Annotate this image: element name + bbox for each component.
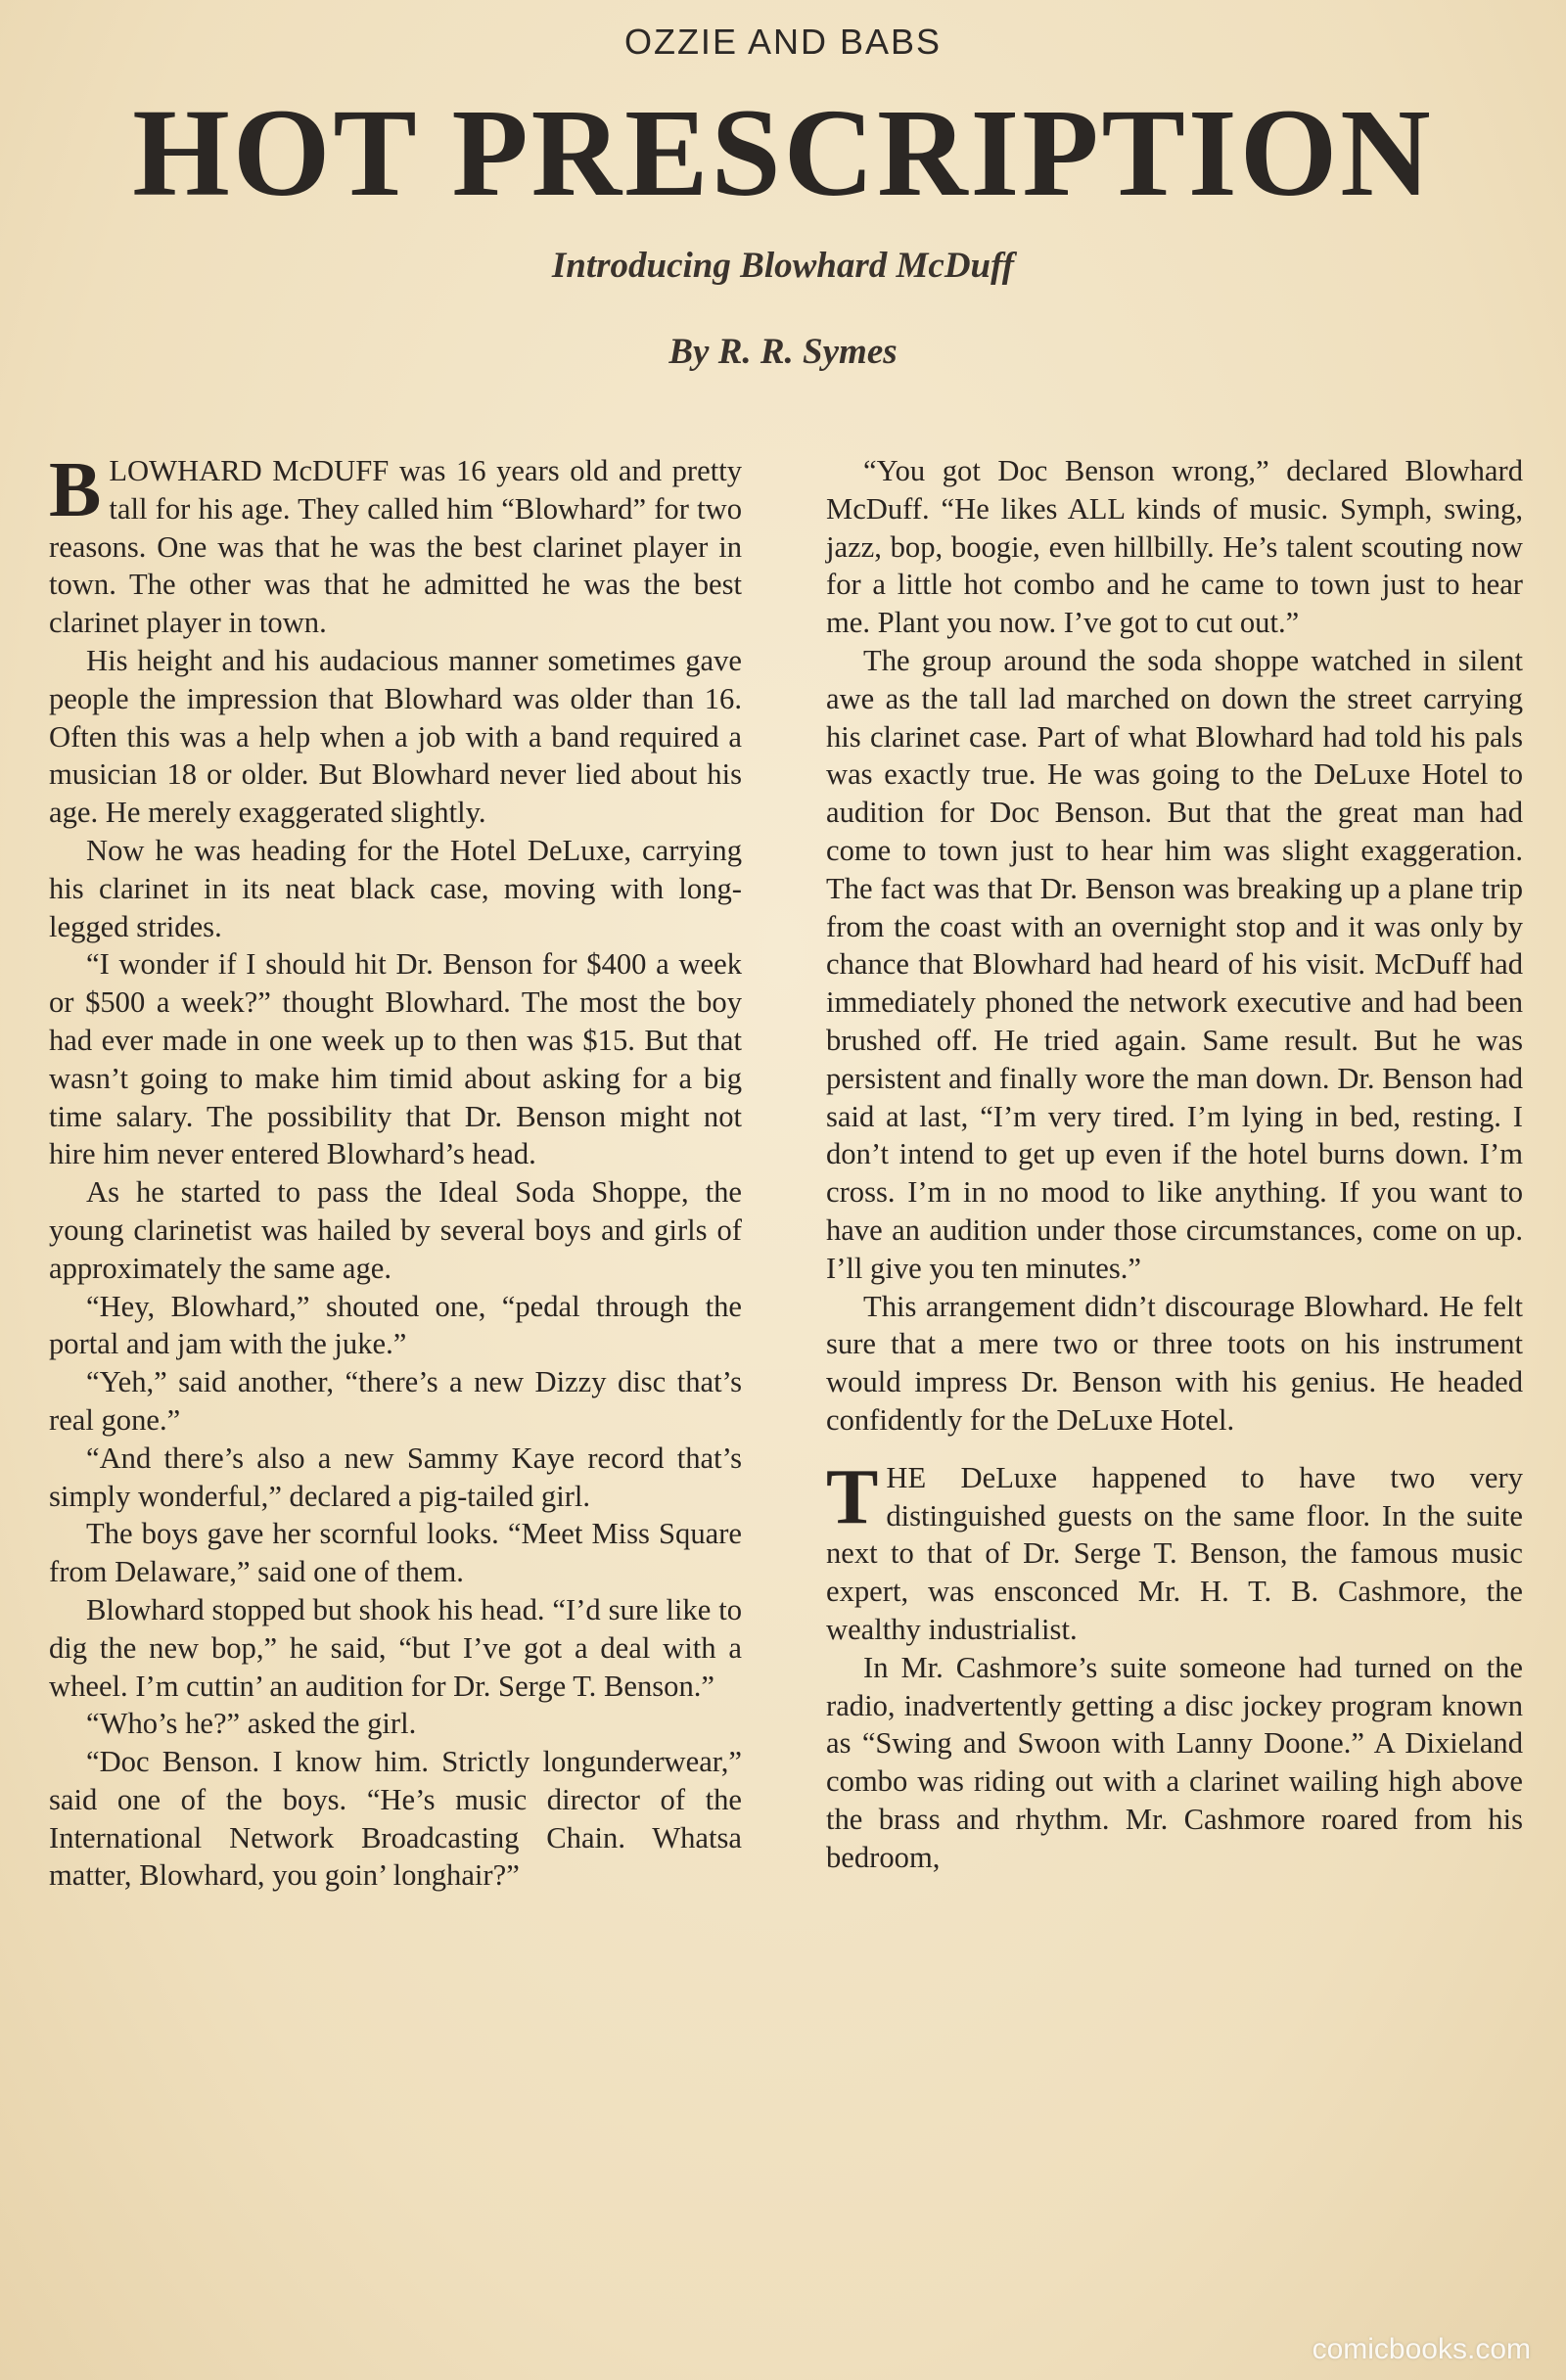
paragraph: Now he was heading for the Hotel DeLuxe, carrying his clarinet in its neat black case, moving with long-legged strides. [49,833,742,943]
site-watermark: comicbooks.com [1312,2333,1531,2365]
section-opening-paragraph [826,1453,1523,1649]
paragraph: The group around the soda shoppe watched in silent awe as the tall lad marched on down the street carrying his clarinet case. Part of what Blowhard had told his pals was exactly true. He was going to the DeLuxe Hotel to audition for Doc Benson. But that the great man had come to town just to hear him was slight exaggeration. The fact was that Dr. Benson was breaking up a plane trip from the coast with an overnight stop and it was only by chance that Blowhard had heard of his visit. McDuff had immediately phoned the network executive and had been brushed off. He tried again. Same result. But he was persistent and finally wore the man down. Dr. Benson had said at last, “I’m very tired. I’m lying in bed, resting. I don’t intend to get up even if the hotel burns down. I’m cross. I’m in no mood to like anything. If you want to have an audition under those circumstances, come on up. I’ll give you ten minutes.” [826,643,1523,1285]
paragraph: “Doc Benson. I know him. Strictly longunderwear,” said one of the boys. “He’s music director of the International Network Broadcasting Chain. Whatsa matter, Blowhard, you goin’ longhair?” [49,1745,742,1893]
story-title: HOT PRESCRIPTION [132,83,1434,222]
paragraph: “Hey, Blowhard,” shouted one, “pedal through the portal and jam with the juke.” [49,1289,742,1361]
story-byline: By R. R. Symes [668,332,898,372]
paragraph: “I wonder if I should hit Dr. Benson for $400 a week or $500 a week?” thought Blowhard. The most the boy had ever made in one week up to then was $15. But that wasn’t going to make him timid about asking for a big time salary. The possibility that Dr. Benson might not hire him never entered Blowhard’s head. [49,947,742,1171]
paragraph: This arrangement didn’t discourage Blowhard. He felt sure that a mere two or three toots on his instrument would impress Dr. Benson with his genius. He headed confidently for the DeLuxe Hotel. [826,1289,1523,1437]
opening-paragraph [49,447,742,642]
series-heading: OZZIE AND BABS [623,22,943,62]
right-column [826,452,1523,1876]
paragraph: “And there’s also a new Sammy Kaye record that’s simply wonderful,” declared a pig-tailed girl. [49,1441,742,1513]
section-opening-text: HE DeLuxe happened to have two very distinguished guests on the same floor. In the suite next to that of Dr. Serge T. Benson, the famous music expert, was ensconced Mr. H. T. B. Cashmore, the wealthy industrialist. [826,1460,1523,1646]
drop-cap: B [49,447,102,533]
paragraph: In Mr. Cashmore’s suite someone had turned on the radio, inadvertently getting a disc jockey program known as “Swing and Swoon with Lanny Doone.” A Dixieland combo was riding out with a clarinet wailing high above the brass and rhythm. Mr. Cashmore roared from his bedroom, [826,1650,1523,1874]
paragraph: His height and his audacious manner sometimes gave people the impression that Blowhard was older than 16. Often this was a help when a job with a band required a musician 18 or older. But Blowhard never lied about his age. He merely exaggerated slightly. [49,643,742,830]
opening-text: LOWHARD McDUFF was 16 years old and pretty tall for his age. They called him “Blowhard” for two reasons. One was that he was the best clarinet player in town. The other was that he admitted he was the best clarinet player in town. [49,454,742,640]
drop-cap: T [826,1453,879,1540]
paragraph: “Who’s he?” asked the girl. [86,1707,417,1741]
paragraph: The boys gave her scornful looks. “Meet Miss Square from Delaware,” said one of them. [49,1517,742,1589]
paragraph: “Yeh,” said another, “there’s a new Dizzy disc that’s real gone.” [49,1365,742,1437]
left-column [49,447,742,1895]
story-subtitle: Introducing Blowhard McDuff [551,246,1015,286]
paragraph: Blowhard stopped but shook his head. “I’d sure like to dig the new bop,” he said, “but I’ve got a deal with a wheel. I’m cuttin’ an audition for Dr. Serge T. Benson.” [49,1592,742,1703]
paragraph: As he started to pass the Ideal Soda Shoppe, the young clarinetist was hailed by several boys and girls of approximately the same age. [49,1175,742,1285]
paragraph: “You got Doc Benson wrong,” declared Blowhard McDuff. “He likes ALL kinds of music. Symph, swing, jazz, bop, boogie, even hillbilly. He’s talent scouting now for a little hot combo and he came to town just to hear me. Plant you now. I’ve got to cut out.” [826,454,1523,640]
